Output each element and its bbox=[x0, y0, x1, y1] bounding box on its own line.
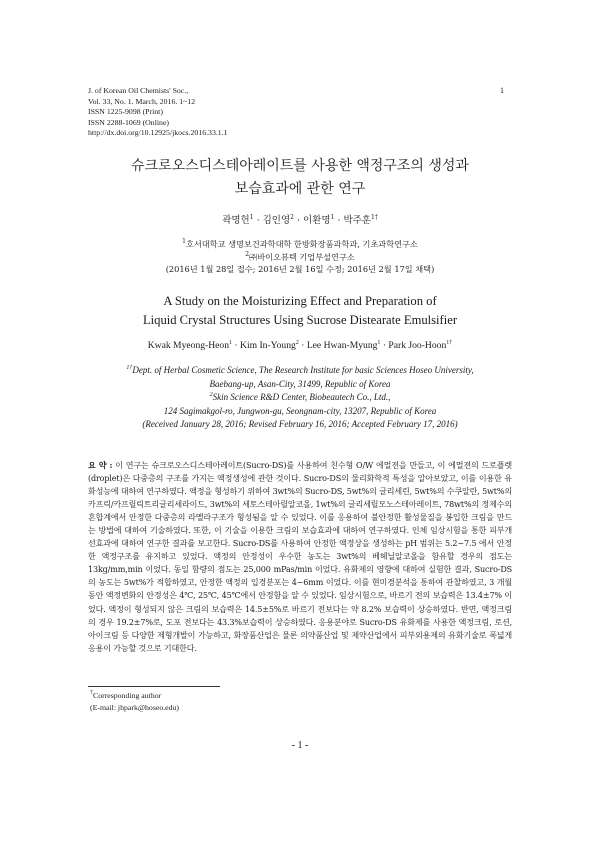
abstract-text: 이 연구는 슈크로오스디스테아레이트(Sucro-DS)를 사용하여 친수형 O/W 에멀젼을 만들고, 이 에멀젼의 드로플렛(droplet)은 다중층의 구조를 가지는 액정생성에 관한 것이다. Sucro-DS의 물리화학적 특성을 알아보았고, 이를 이용한 유화성능에 대하여 연구하였다. 액정을 형성하기 위하여 3wt%의 Sucro-DS, 5wt%의 글리세린, 5wt%의 수쿠알란, 5wt%의 카프릭/카프릴릭트리글리세라이드, 3wt%의 세토스테아릴알코올, 1wt%의 글리세릴모노스테아레이트, 78wt%의 정제수의 혼합계에서 안정한 다중층의 라멜라구조가 형성됨을 알 수 있었다. 이를 응용하여 불안정한 활성물질을 봉입한 크림을 만드는 방법에 대하여 기술하였다. 또한, 이 기술을 이용한 크림의 보습효과에 대하여 연구하였다. 인체 임상시험을 통한 피부개선효과에 대하여 연구한 결과를 보고한다. Sucro-DS를 사용하여 안정한 액정상을 생성하는 pH 범위는 5.2~7.5 에서 안정한 액정구조를 유지하고 있었다. 액정의 안정성이 우수한 농도는 3wt%의 베헤닐알코올을 함유할 경우의 점도는 13kg/mm,min 이었다. 동일 함량의 점도는 25,000 mPas/min 이었다. 유화제의 영향에 대하여 실험한 결과, Sucro-DS 의 농도는 5wt%가 적합하였고, 안정한 액정의 입경분포는 4~6mm 이었다. 이를 현미경분석을 통하여 관찰하였고, 3 개월동안 액정변화의 안정성은 4℃, 25℃, 45℃에서 안정함을 알 수 있었다. 임상시험으로, 바르기 전의 보습력은 13.4±7% 이었다. 액정이 형성되지 않은 크림의 보습력은 14.5±5%로 바르기 전보다는 약 8.2% 보습력이 상승하였다. 반면, 액정크림의 경우 19.2±7%로, 도포 전보다는 43.3%보습력이 상승하였다. 응용분야로 Sucro-DS 유화제를 사용한 액정크림, 로션, 아이크림 등 다양한 제형개발이 가능하고, 화장품산업은 물론 의약품산업 및 제약산업에서 피부외용제의 유화기술로 폭넓게 응용이 가능할 것으로 기대한다. bbox=[88, 461, 512, 653]
author-sup: 2 bbox=[295, 340, 299, 346]
aff-sup: 1† bbox=[126, 365, 133, 371]
author-sup: 1† bbox=[446, 340, 453, 346]
issn-print: ISSN 1225-9098 (Print) bbox=[88, 107, 163, 117]
english-author: Lee Hwan-Myung bbox=[306, 340, 378, 351]
journal-name: J. of Korean Oil Chemists' Soc., bbox=[88, 86, 189, 95]
korean-affiliation-2 bbox=[0, 251, 600, 264]
footnote-divider bbox=[88, 686, 220, 687]
english-affiliations bbox=[0, 364, 600, 432]
abstract-label: 요 약 : bbox=[88, 460, 113, 470]
korean-affiliation-1 bbox=[0, 238, 600, 251]
korean-dates: (2016년 1월 28일 접수; 2016년 2월 16일 수정; 2016년 2월 17일 채택) bbox=[165, 264, 435, 274]
affiliation-text: ㈜바이오뷰텍 기업부설연구소 bbox=[249, 251, 355, 262]
korean-author: 이환명 bbox=[303, 215, 331, 226]
author-sup: 1 bbox=[330, 214, 335, 221]
korean-affiliations bbox=[0, 238, 600, 276]
aff-sup: 2 bbox=[209, 392, 213, 399]
korean-authors: 곽명헌$^1$ · 김인영$^2$ · 이환명$^1$ · 박주훈$^{1\dagger}$ bbox=[222, 214, 378, 226]
affiliation-text: Dept. of Herbal Cosmetic Science, The Research Institute for basic Sciences Hoseo University, bbox=[132, 365, 474, 375]
footnote-email: (E-mail: jhpark@hoseo.edu) bbox=[90, 702, 180, 712]
english-title bbox=[0, 292, 600, 330]
korean-title-line1: 슈크로오스디스테아레이트를 사용한 액정구조의 생성과 bbox=[131, 158, 469, 174]
footer-page-number: - 1 - bbox=[291, 740, 309, 751]
journal-header bbox=[88, 86, 228, 139]
english-affiliation-2 bbox=[0, 391, 600, 405]
dagger-mark: † bbox=[90, 690, 93, 696]
english-authors: Kwak Myeong-Heon$^1$ · Kim In-Young$^2$ · Lee Hwan-Myung$^1$ · Park Joo-Hoon$^{1\dagger}$ bbox=[147, 340, 453, 351]
english-affiliation-2-cont: 124 Sagimakgol-ro, Jungwon-gu, Seongnam-city, 13207, Republic of Korea bbox=[163, 405, 437, 416]
page-number: 1 bbox=[500, 86, 504, 95]
affiliation-text: Skin Science R&D Center, Biobeautech Co., Ltd., bbox=[212, 392, 391, 403]
author-sup: 1 bbox=[377, 340, 381, 346]
footnote bbox=[90, 690, 179, 713]
english-author: Kim In-Young bbox=[240, 340, 296, 351]
korean-author: 곽명헌 bbox=[222, 215, 250, 226]
english-title-line1: A Study on the Moisturizing Effect and Preparation of bbox=[163, 294, 437, 308]
english-affiliation-1-cont: Baebang-up, Asan-City, 31499, Republic of Korea bbox=[209, 378, 391, 389]
korean-title bbox=[0, 155, 600, 201]
english-title-line2: Liquid Crystal Structures Using Sucrose Distearate Emulsifier bbox=[142, 313, 458, 327]
aff-sup: 1 bbox=[182, 238, 186, 245]
doi-link[interactable]: http://dx.doi.org/10.12925/jkocs.2016.33.1.1 bbox=[88, 128, 228, 138]
korean-author: 김인영 bbox=[262, 215, 291, 226]
korean-author: 박주훈 bbox=[343, 215, 371, 226]
english-author: Park Joo-Hoon bbox=[388, 340, 447, 351]
author-sup: 1 bbox=[229, 340, 233, 346]
footnote-corresponding bbox=[90, 690, 179, 702]
aff-sup: 2 bbox=[245, 250, 250, 258]
korean-title-line2: 보습효과에 관한 연구 bbox=[234, 181, 366, 197]
affiliation-text: 호서대학교 생명보건과학대학 한방화장품과학과, 기초과학연구소 bbox=[185, 239, 418, 249]
author-sup: 1 bbox=[249, 214, 254, 221]
journal-volume: Vol. 33, No. 1. March, 2016. 1~12 bbox=[88, 96, 196, 106]
footnote-label: Corresponding author bbox=[93, 691, 162, 700]
english-dates: (Received January 28, 2016; Revised February 16, 2016; Accepted February 17, 2016) bbox=[142, 419, 458, 430]
issn-online: ISSN 2288-1069 (Online) bbox=[88, 117, 169, 127]
author-sup: 2 bbox=[290, 214, 294, 221]
english-affiliation-1 bbox=[0, 364, 600, 378]
abstract bbox=[88, 459, 512, 655]
english-author: Kwak Myeong-Heon bbox=[147, 340, 230, 351]
author-sup: 1† bbox=[370, 214, 378, 221]
